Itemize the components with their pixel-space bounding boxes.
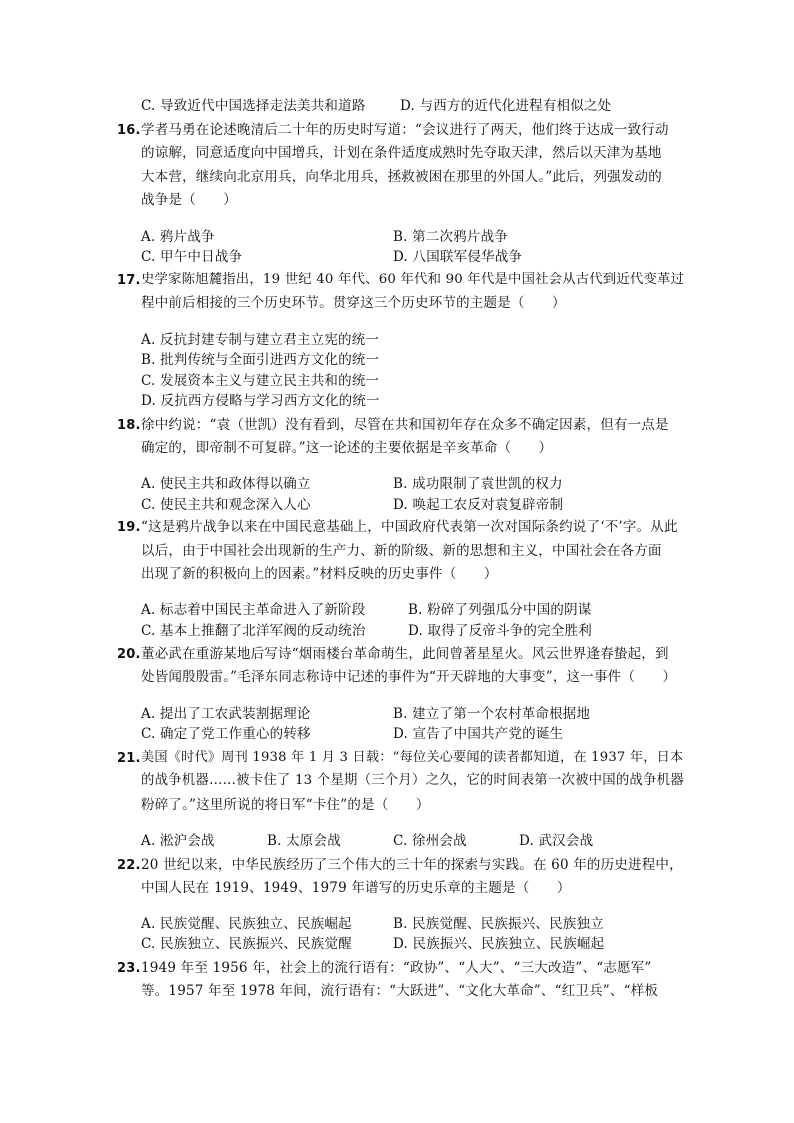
q16-option-a: A. 鸦片战争 [141,229,215,245]
q16-number: 16. [117,123,141,138]
q17-option-c: C. 发展资本主义与建立民主共和的统一 [141,373,380,389]
q21-stem-line-2: 的战争机器……被卡住了 13 个星期（三个月）之久，它的时间表第一次被中国的战争机器 [141,773,684,788]
q18-number: 18. [117,418,141,433]
q17-option-a: A. 反抗封建专制与建立君主立宪的统一 [141,332,380,348]
q23-number: 23. [117,961,141,976]
q22-option-a: A. 民族觉醒、民族独立、民族崛起 [141,916,352,932]
q22-stem-line-1: 20 世纪以来，中华民族经历了三个伟大的三十年的探索与实践。在 60 年的历史进程中， [141,857,683,873]
q18-option-b: B. 成功限制了袁世凯的权力 [393,476,563,492]
q20-option-d: D. 宣告了中国共产党的诞生 [393,726,564,742]
q21-stem-line-3: 粉碎了。”这里所说的将日军“卡住”的是（ ） [141,797,430,813]
q16-option-c: C. 甲午中日战争 [141,249,243,265]
q15-option-c: C. 导致近代中国选择走法美共和道路 [141,98,366,114]
q23-stem-line-2: 等。1957 年至 1978 年间，流行语有：“大跃进”、“文化大革命”、“红卫兵”、“样板 [141,983,659,999]
q20-option-b: B. 建立了第一个农村革命根据地 [393,706,591,722]
q21-stem-line-1: 美国《时代》周刊 1938 年 1 月 3 日载：“每位关心要闻的读者都知道，在 1937 年，日本 [141,750,684,765]
q17-option-b: B. 批判传统与全面引进西方文化的统一 [141,352,380,368]
q19-option-b: B. 粉碎了列强瓜分中国的阴谋 [408,602,592,618]
q17-number: 17. [117,273,141,288]
q18-option-d: D. 唤起工农反对袁复辟帝制 [393,497,564,513]
q18-stem-line-1: 徐中约说：“袁（世凯）没有看到，尽管在共和国初年存在众多不确定因素，但有一点是 [141,417,669,433]
q15-option-d: D. 与西方的近代化进程有相似之处 [400,98,612,114]
q23-stem-line-1: 1949 年至 1956 年，社会上的流行语有：“政协”、“人大”、“三大改造”、“志愿军” [141,960,652,976]
q17-stem-line-2: 程中前后相接的三个历史环节。贯穿这三个历史环节的主题是（ ） [141,295,566,311]
q16-stem-line-3: 大本营，继续向北京用兵，向华北用兵，拯救被困在那里的外国人。”此后，列强发动的 [141,169,662,185]
q20-number: 20. [117,647,141,662]
q18-stem-line-2: 确定的，即帝制不可复辟。”这一论述的主要依据是辛亥革命（ ） [141,440,553,456]
q22-number: 22. [117,858,141,873]
q22-option-b: B. 民族觉醒、民族振兴、民族独立 [393,916,604,932]
q22-option-c: C. 民族独立、民族振兴、民族觉醒 [141,936,352,952]
q19-stem-line-2: 以后，由于中国社会出现新的生产力、新的阶级、新的思想和主义，中国社会在各方面 [141,543,662,559]
q21-option-c: C. 徐州会战 [393,833,467,849]
q17-stem-line-1: 史学家陈旭麓指出，19 世纪 40 年代、60 年代和 90 年代是中国社会从古代到近代变革过 [141,272,685,287]
q19-stem-line-3: 出现了新的积极向上的因素。”材料反映的历史事件（ ） [141,566,498,582]
q19-stem-line-1: “这是鸦片战争以来在中国民意基础上，中国政府代表第一次对国际条约说了‘不’字。从此 [141,519,678,535]
q19-option-a: A. 标志着中国民主革命进入了新阶段 [141,602,366,618]
q21-option-b: B. 太原会战 [267,833,341,849]
q16-stem-line-4: 战争是（ ） [141,192,237,208]
q18-option-c: C. 使民主共和观念深入人心 [141,497,311,513]
q19-option-c: C. 基本上推翻了北洋军阀的反动统治 [141,623,366,639]
q22-option-d: D. 民族振兴、民族独立、民族崛起 [393,936,605,952]
q21-option-a: A. 淞沪会战 [141,833,215,849]
q21-option-d: D. 武汉会战 [519,833,594,849]
q22-stem-line-2: 中国人民在 1919、1949、1979 年谱写的历史乐章的主题是（ ） [141,880,571,896]
q21-number: 21. [117,751,141,766]
q20-stem-line-2: 处皆闻殷殷雷。”毛泽东同志称诗中记述的事件为“开天辟地的大事变”，这一事件（ ） [141,669,677,685]
q19-option-d: D. 取得了反帝斗争的完全胜利 [408,623,592,639]
q17-option-d: D. 反抗西方侵略与学习西方文化的统一 [141,393,380,409]
q16-stem-line-1: 学者马勇在论述晚清后二十年的历史时写道：“会议进行了两天，他们终于达成一致行动 [141,122,669,138]
q16-option-d: D. 八国联军侵华战争 [393,249,523,265]
q16-stem-line-2: 的谅解，同意适度向中国增兵，计划在条件适度成熟时先夺取天津，然后以天津为基地 [141,145,662,161]
q20-stem-line-1: 董必武在重游某地后写诗“烟雨楼台革命萌生，此间曾著星星火。风云世界逢春蛰起，到 [141,646,669,662]
q19-number: 19. [117,520,141,535]
q18-option-a: A. 使民主共和政体得以确立 [141,476,311,492]
q16-option-b: B. 第二次鸦片战争 [393,229,509,245]
q20-option-a: A. 提出了工农武装割据理论 [141,706,311,722]
q20-option-c: C. 确定了党工作重心的转移 [141,726,311,742]
